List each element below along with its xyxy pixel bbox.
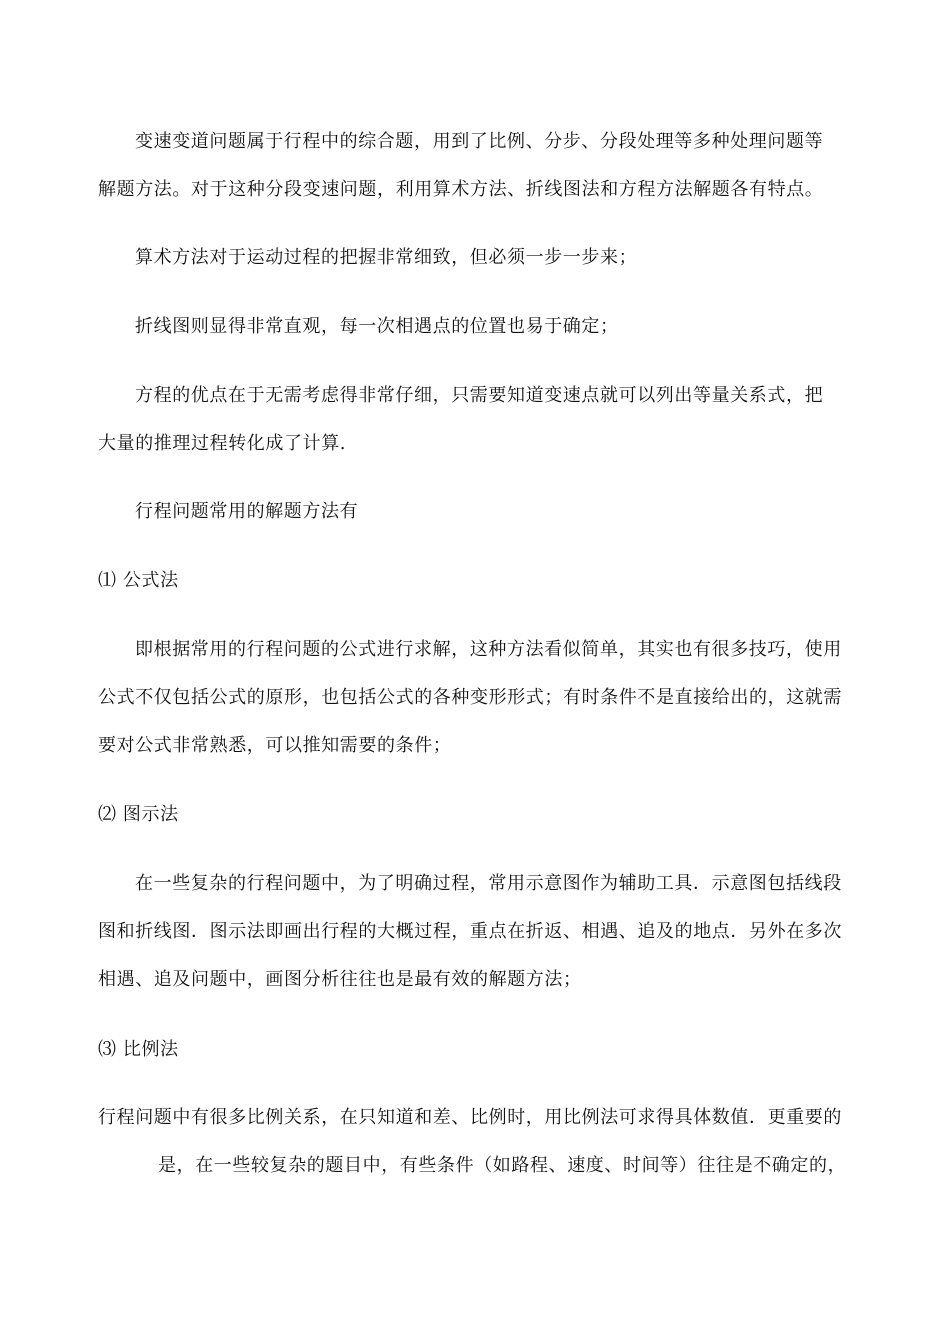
method-1-line-1: 即根据常用的行程问题的公式进行求解，这种方法看似简单，其实也有很多技巧，使用: [135, 639, 842, 660]
method-3-heading: ⑶ 比例法: [98, 1039, 179, 1060]
method-1-line-2: 公式不仅包括公式的原形，也包括公式的各种变形形式；有时条件不是直接给出的，这就需: [98, 687, 842, 708]
method-1-heading: ⑴ 公式法: [98, 570, 179, 591]
method-1-line-3: 要对公式非常熟悉，可以推知需要的条件；: [98, 735, 452, 756]
method-2-heading: ⑵ 图示法: [98, 804, 179, 825]
equation-method-line-1: 方程的优点在于无需考虑得非常仔细，只需要知道变速点就可以列出等量关系式，把: [135, 385, 824, 406]
method-3-line-2: 是，在一些较复杂的题目中，有些条件（如路程、速度、时间等）往往是不确定的，: [158, 1155, 847, 1176]
method-3-line-1: 行程问题中有很多比例关系，在只知道和差、比例时，用比例法可求得具体数值．更重要的: [98, 1107, 842, 1128]
method-2-line-2: 图和折线图．图示法即画出行程的大概过程，重点在折返、相遇、追及的地点．另外在多次: [98, 921, 842, 942]
method-2-line-3: 相遇、追及问题中，画图分析往往也是最有效的解题方法；: [98, 969, 582, 990]
polyline-method-text: 折线图则显得非常直观，每一次相遇点的位置也易于确定；: [135, 316, 619, 337]
arithmetic-method-text: 算术方法对于运动过程的把握非常细致，但必须一步一步来；: [135, 247, 638, 268]
equation-method-line-2: 大量的推理过程转化成了计算.: [98, 433, 347, 454]
intro-line-2: 解题方法。对于这种分段变速问题，利用算术方法、折线图法和方程方法解题各有特点。: [98, 179, 824, 200]
method-2-line-1: 在一些复杂的行程问题中，为了明确过程，常用示意图作为辅助工具．示意图包括线段: [135, 873, 842, 894]
intro-line-1: 变速变道问题属于行程中的综合题，用到了比例、分步、分段处理等多种处理问题等: [135, 131, 824, 152]
common-methods-heading: 行程问题常用的解题方法有: [135, 501, 359, 522]
